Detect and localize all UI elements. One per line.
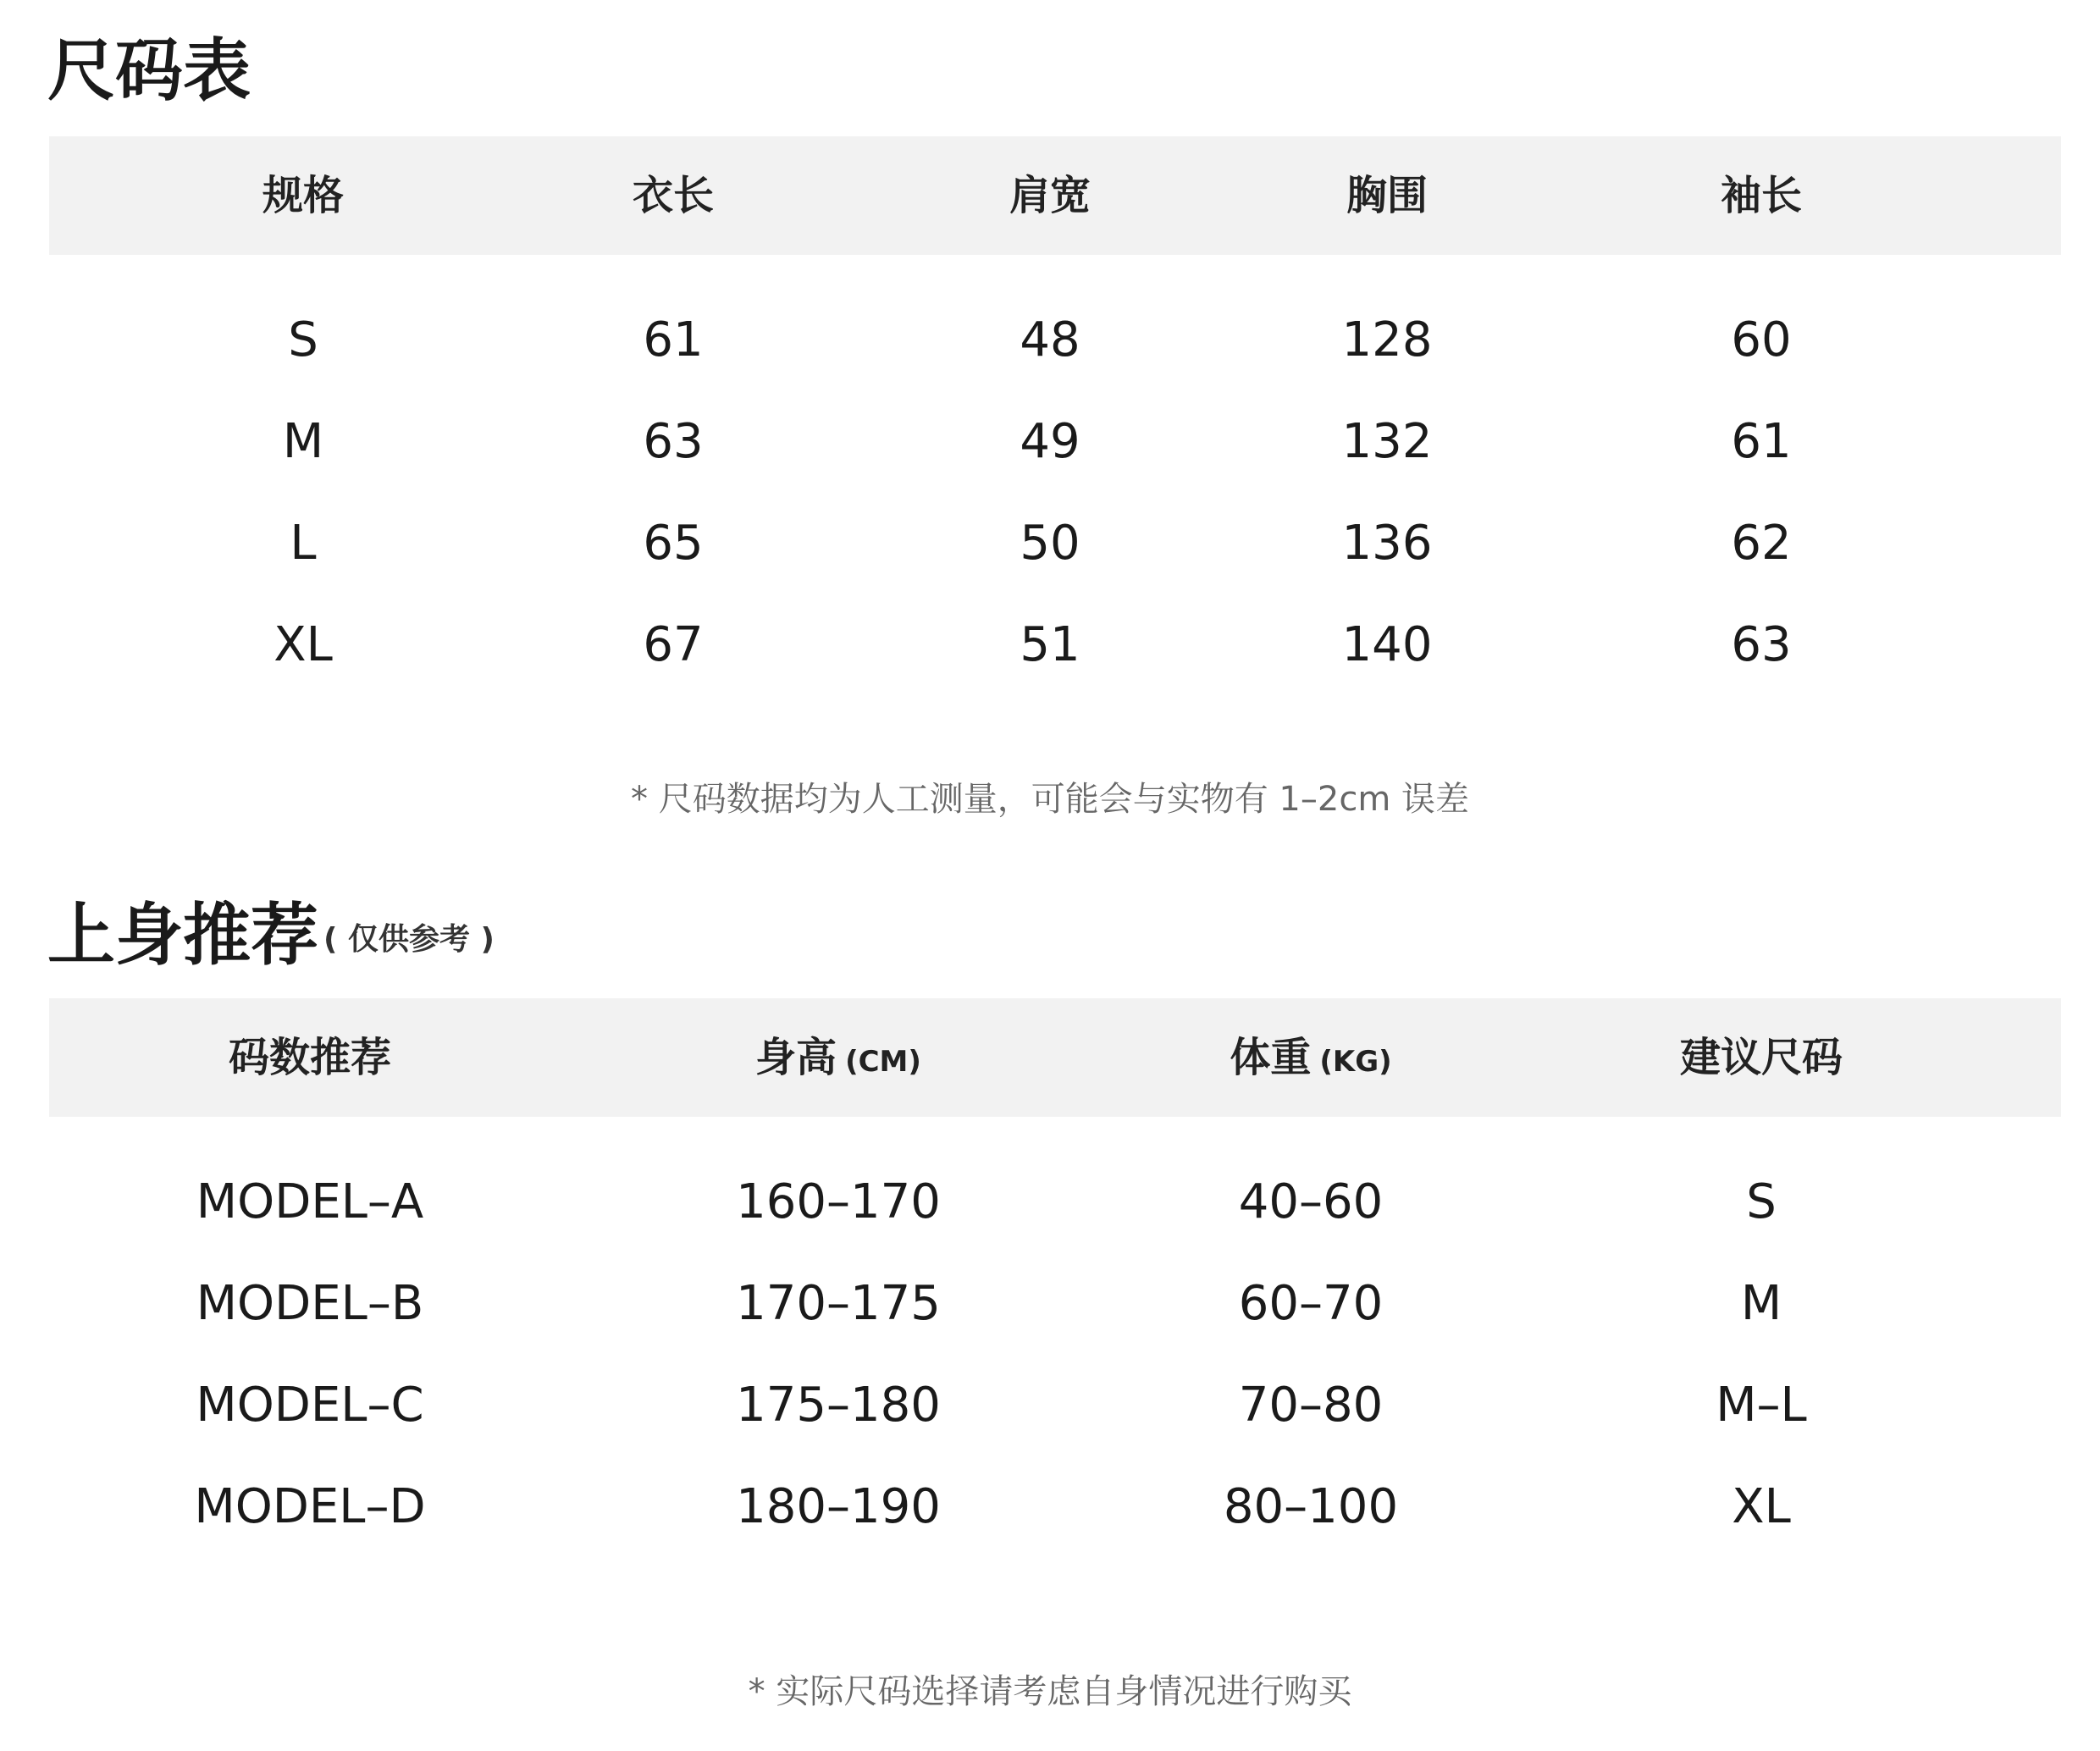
size-chart-cell: 136 [1341, 516, 1433, 571]
size-chart-cell: 50 [1020, 516, 1080, 571]
size-chart-cell: 140 [1341, 617, 1433, 672]
fit-guide-title-text: 上身推荐 [47, 896, 318, 975]
size-chart-cell: 60 [1731, 312, 1792, 367]
fit-guide-header-label: 建议尺码 [1679, 1034, 1843, 1081]
fit-guide-title [47, 889, 495, 986]
size-chart-header-cell: 肩宽 [1009, 172, 1091, 219]
fit-guide-note: * 实际尺码选择请考虑自身情况进行购买 [748, 1672, 1352, 1711]
size-chart-cell: 51 [1020, 617, 1080, 672]
size-chart-title: 尺码表 [47, 31, 251, 110]
size-chart-cell: S [288, 312, 318, 367]
fit-guide-cell: 175–180 [736, 1378, 941, 1433]
fit-guide-cell: M–L [1716, 1378, 1807, 1433]
fit-guide-cell: 60–70 [1238, 1276, 1384, 1331]
fit-guide-cell: MODEL–A [196, 1174, 424, 1229]
size-chart-cell: 67 [643, 617, 704, 672]
size-chart-note: * 尺码数据均为人工测量，可能会与实物有 1–2cm 误差 [631, 780, 1469, 819]
size-chart-cell: 62 [1731, 516, 1792, 571]
fit-guide-cell: MODEL–B [196, 1276, 424, 1331]
size-chart-cell: XL [274, 617, 333, 672]
size-chart-cell: 48 [1020, 312, 1080, 367]
size-chart-header-cell: 胸围 [1346, 172, 1429, 219]
size-chart-cell: 61 [643, 312, 704, 367]
fit-guide-subtitle: ( 仅供参考 ) [323, 922, 495, 958]
fit-guide-cell: 180–190 [736, 1479, 941, 1534]
fit-guide-header-label: 码数推荐 [228, 1034, 392, 1081]
fit-guide-cell: 170–175 [736, 1276, 941, 1331]
size-chart-cell: 132 [1341, 414, 1433, 469]
fit-guide-cell: MODEL–C [196, 1378, 424, 1433]
size-chart-cell: 61 [1731, 414, 1792, 469]
fit-guide-cell: 80–100 [1223, 1479, 1399, 1534]
fit-guide-cell: S [1746, 1174, 1777, 1229]
fit-guide-cell: XL [1732, 1479, 1791, 1534]
fit-guide-cell: 40–60 [1238, 1174, 1384, 1229]
fit-guide-header-label: 身高 [755, 1034, 837, 1081]
size-chart-header-cell: 衣长 [632, 172, 715, 219]
size-chart-cell: 63 [643, 414, 704, 469]
fit-guide-cell: 160–170 [736, 1174, 941, 1229]
size-chart-header-cell: 袖长 [1720, 172, 1803, 219]
fit-guide-cell: M [1740, 1276, 1782, 1331]
fit-guide-header-cell [1230, 998, 1391, 1121]
fit-guide-header-label: 体重 [1230, 1034, 1312, 1081]
size-chart-cell: 128 [1341, 312, 1433, 367]
size-chart-header-cell: 规格 [262, 172, 345, 219]
size-chart-cell: 49 [1020, 414, 1080, 469]
fit-guide-header-unit: (CM) [845, 1045, 921, 1079]
size-chart-cell: L [290, 516, 317, 571]
fit-guide-header-unit: (KG) [1319, 1045, 1392, 1079]
size-chart-cell: M [282, 414, 324, 469]
fit-guide-header-cell [229, 998, 391, 1117]
fit-guide-cell: MODEL–D [194, 1479, 426, 1534]
fit-guide-header-cell [755, 998, 921, 1121]
fit-guide-cell: 70–80 [1238, 1378, 1384, 1433]
size-chart-cell: 63 [1731, 617, 1792, 672]
size-chart-cell: 65 [643, 516, 704, 571]
fit-guide-header-cell [1680, 998, 1843, 1117]
